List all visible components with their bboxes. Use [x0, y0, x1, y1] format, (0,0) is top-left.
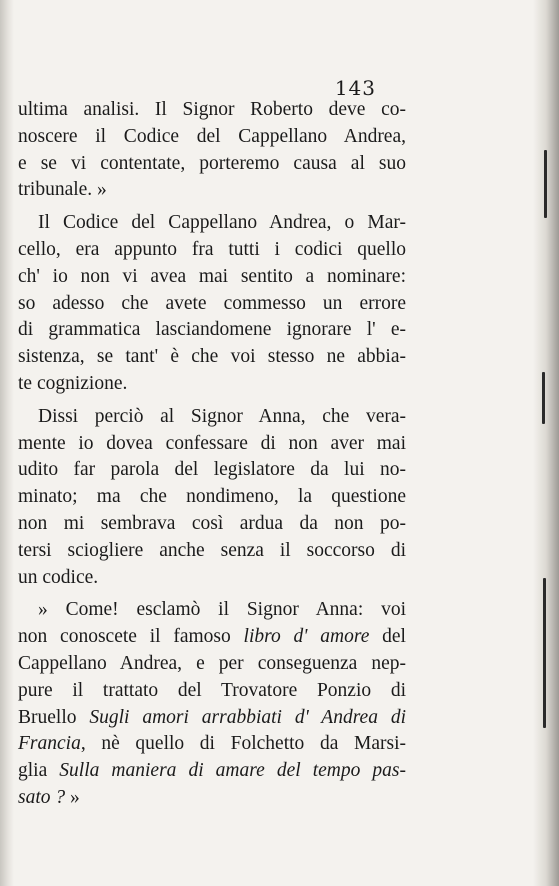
body-text: [18, 97, 406, 812]
line-text: non conoscete il famoso: [18, 626, 244, 648]
line-text: , nè quello di Folchetto da Marsi-: [80, 733, 406, 755]
line-text: udito far parola del legislatore da lui no-: [18, 459, 406, 481]
line-text: mente io dovea confessare di non aver mai: [18, 432, 406, 454]
paragraph: [18, 597, 406, 811]
page-right-edge: [533, 0, 559, 886]
text-line: [18, 431, 406, 458]
line-text: tribunale. »: [18, 179, 107, 201]
text-line: [18, 731, 406, 758]
text-line: [18, 705, 406, 732]
paragraph: [18, 97, 406, 204]
text-line: [18, 651, 406, 678]
line-text: tersi sciogliere anche senza il soccorso di: [18, 539, 406, 561]
line-text: »: [65, 786, 80, 808]
text-line: [18, 511, 406, 538]
text-line: [18, 124, 406, 151]
text-line: [18, 538, 406, 565]
line-text: sistenza, se tant' è che voi stesso ne abbia-: [18, 346, 406, 368]
text-line: [18, 237, 406, 264]
edge-mark-top: [544, 150, 547, 218]
text-line: [18, 624, 406, 651]
text-line: [18, 264, 406, 291]
page-number: 143: [334, 76, 376, 100]
line-text: noscere il Codice del Cappellano Andrea,: [18, 125, 406, 147]
italic-title-text: sato ?: [18, 786, 66, 808]
line-text: ch' io non vi avea mai sentito a nominare:: [18, 265, 406, 287]
line-text: non mi sembrava così ardua da non po-: [18, 512, 406, 534]
line-text: pure il trattato del Trovatore Ponzio di: [18, 679, 406, 701]
text-line: [18, 291, 406, 318]
line-text: te cognizione.: [18, 372, 128, 394]
line-text: Il Codice del Cappellano Andrea, o Mar-: [38, 212, 406, 234]
text-line: [18, 371, 406, 398]
line-text: di grammatica lasciandomene ignorare l' e-: [18, 319, 406, 341]
line-text: minato; ma che nondimeno, la questione: [18, 486, 406, 508]
line-text: un codice.: [18, 566, 99, 588]
line-text: Dissi perciò al Signor Anna, che vera-: [38, 405, 406, 427]
paragraph: [18, 404, 406, 592]
edge-mark-bottom: [543, 578, 546, 728]
line-text: so adesso che avete commesso un errore: [18, 292, 406, 314]
line-text: glia: [18, 760, 60, 782]
text-line: [18, 484, 406, 511]
text-line: [18, 177, 406, 204]
text-line: [18, 404, 406, 431]
text-line: [18, 597, 406, 624]
text-line: [18, 565, 406, 592]
italic-title-text: Francia: [18, 733, 81, 755]
edge-mark-middle: [542, 372, 545, 424]
italic-title-text: libro d' amore: [243, 626, 370, 648]
text-line: [18, 457, 406, 484]
paragraph: [18, 210, 406, 398]
text-line: [18, 785, 406, 812]
text-line: [18, 344, 406, 371]
text-line: [18, 758, 406, 785]
text-line: [18, 97, 406, 124]
text-line: [18, 210, 406, 237]
text-line: [18, 317, 406, 344]
line-text: cello, era appunto fra tutti i codici quello: [18, 238, 406, 260]
line-text: Cappellano Andrea, e per conseguenza nep-: [18, 652, 406, 674]
text-line: [18, 678, 406, 705]
line-text: Bruello: [18, 706, 90, 728]
italic-title-text: Sulla maniera di amare del tempo pas-: [59, 760, 406, 782]
italic-title-text: Sugli amori arrabbiati d' Andrea di: [89, 706, 406, 728]
page-gutter-shadow: [0, 0, 14, 886]
line-text: » Come! esclamò il Signor Anna: voi: [38, 599, 406, 621]
line-text: ultima analisi. Il Signor Roberto deve co-: [18, 99, 406, 120]
line-text: del: [369, 626, 406, 648]
line-text: e se vi contentate, porteremo causa al suo: [18, 152, 406, 174]
text-line: [18, 151, 406, 178]
